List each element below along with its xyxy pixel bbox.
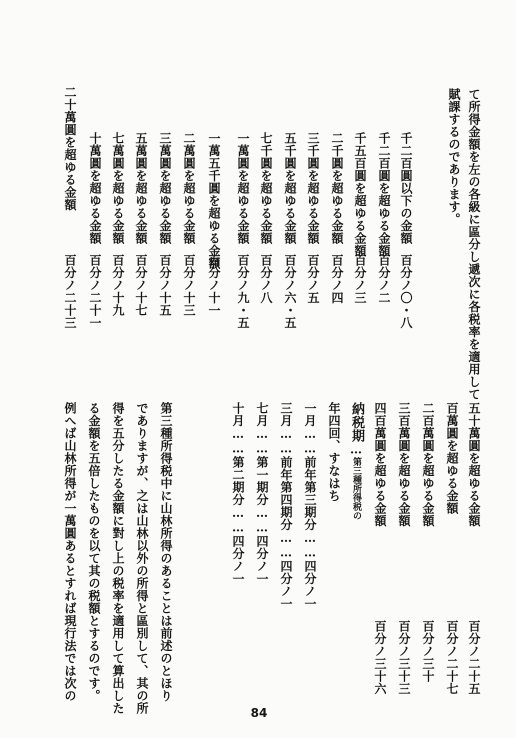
text-column: 一萬五千圓を超ゆる金額: [207, 132, 221, 270]
text-column: 五千圓を超ゆる金額: [283, 132, 297, 245]
tax-rate: 百分ノ六・五: [283, 254, 297, 329]
text-column: 五萬圓を超ゆる金額: [134, 132, 148, 245]
tax-rate: 百分ノ十九: [111, 254, 125, 317]
text-column: 二千圓を超ゆる金額: [330, 132, 344, 245]
text-column: 二十萬圓を超ゆる金額: [63, 86, 77, 211]
text-column: 三月……前年第四期分……四分ノ一: [279, 402, 293, 610]
tax-rate: 百分ノ十一: [207, 254, 221, 317]
tax-rate: 百分ノ二十五: [467, 620, 481, 695]
tax-rate: 百分ノ五: [306, 254, 320, 304]
text-column: 七千圓を超ゆる金額: [259, 132, 273, 245]
tax-rate: 百分ノ二十三: [63, 254, 77, 329]
text-column: でありますが、之は山林以外の所得と區別して、其の所: [135, 402, 149, 715]
text-column: 十萬圓を超ゆる金額: [88, 132, 102, 245]
text-column: て所得金額を左の各級に區分し遞次に各税率を適用して: [467, 88, 481, 401]
tax-rate: 百分ノ二十七: [445, 620, 459, 695]
tax-rate: 百分ノ三十六: [373, 620, 387, 695]
tax-rate: 百分ノ二: [377, 254, 391, 304]
text-column: 三百萬圓を超ゆる金額: [397, 402, 411, 527]
text-column: 七月……第一期分……四分ノ一: [255, 402, 269, 585]
payment-heading: 納税期: [349, 402, 364, 443]
text-column: 千二百圓を超ゆる金額: [377, 132, 391, 257]
tax-rate: 百分ノ二十一: [88, 254, 102, 329]
text-column: 二百萬圓を超ゆる金額: [421, 402, 435, 527]
text-column: 得を五分したる金額に對し上の税率を適用して算出した: [111, 402, 125, 715]
payment-sep: …: [349, 442, 363, 457]
text-column: 五十萬圓を超ゆる金額: [467, 402, 481, 527]
tax-rate: 百分ノ九・五: [236, 254, 250, 329]
text-column: 百萬圓を超ゆる金額: [445, 402, 459, 515]
tax-rate: 百分ノ三: [353, 254, 367, 304]
text-column: 十月……第二期分……四分ノ一: [231, 402, 245, 585]
text-column: 千五百圓を超ゆる金額: [353, 132, 367, 257]
text-column: 千二百圓以下の金額: [399, 132, 413, 245]
text-column: 二萬圓を超ゆる金額: [182, 132, 196, 245]
tax-rate: 百分ノ四: [330, 254, 344, 304]
text-column: 三萬圓を超ゆる金額: [158, 132, 172, 245]
text-column: る金額を五倍したものを以て其の税額とするのです。: [87, 402, 101, 702]
tax-rate: 百分ノ三十三: [397, 620, 411, 695]
tax-rate: 百分ノ〇・八: [399, 254, 413, 329]
text-column: 一萬圓を超ゆる金額: [236, 132, 250, 245]
tax-rate: 百分ノ三十: [421, 620, 435, 683]
tax-rate: 百分ノ十三: [182, 254, 196, 317]
text-column: 年四回、すなはち: [327, 402, 341, 502]
tax-rate: 百分ノ十七: [134, 254, 148, 317]
text-column: 三千圓を超ゆる金額: [306, 132, 320, 245]
text-column: 七萬圓を超ゆる金額: [111, 132, 125, 245]
payment-period-heading: [348, 402, 364, 520]
tax-rate: 百分ノ八: [259, 254, 273, 304]
page-number: 84: [250, 706, 268, 720]
tax-rate: 百分ノ十五: [158, 254, 172, 317]
text-column: 四百萬圓を超ゆる金額: [373, 402, 387, 527]
payment-note: 第三種所得税の: [351, 457, 361, 520]
text-column: 第三種所得税中に山林所得のあることは前述のとほり: [159, 402, 173, 702]
text-column: 例へば山林所得が一萬圓あるとすれば現行法では次の: [63, 402, 77, 702]
text-column: 一月……前年第三期分……四分ノ一: [303, 402, 317, 610]
text-column: 賦課するのであります。: [447, 88, 461, 226]
